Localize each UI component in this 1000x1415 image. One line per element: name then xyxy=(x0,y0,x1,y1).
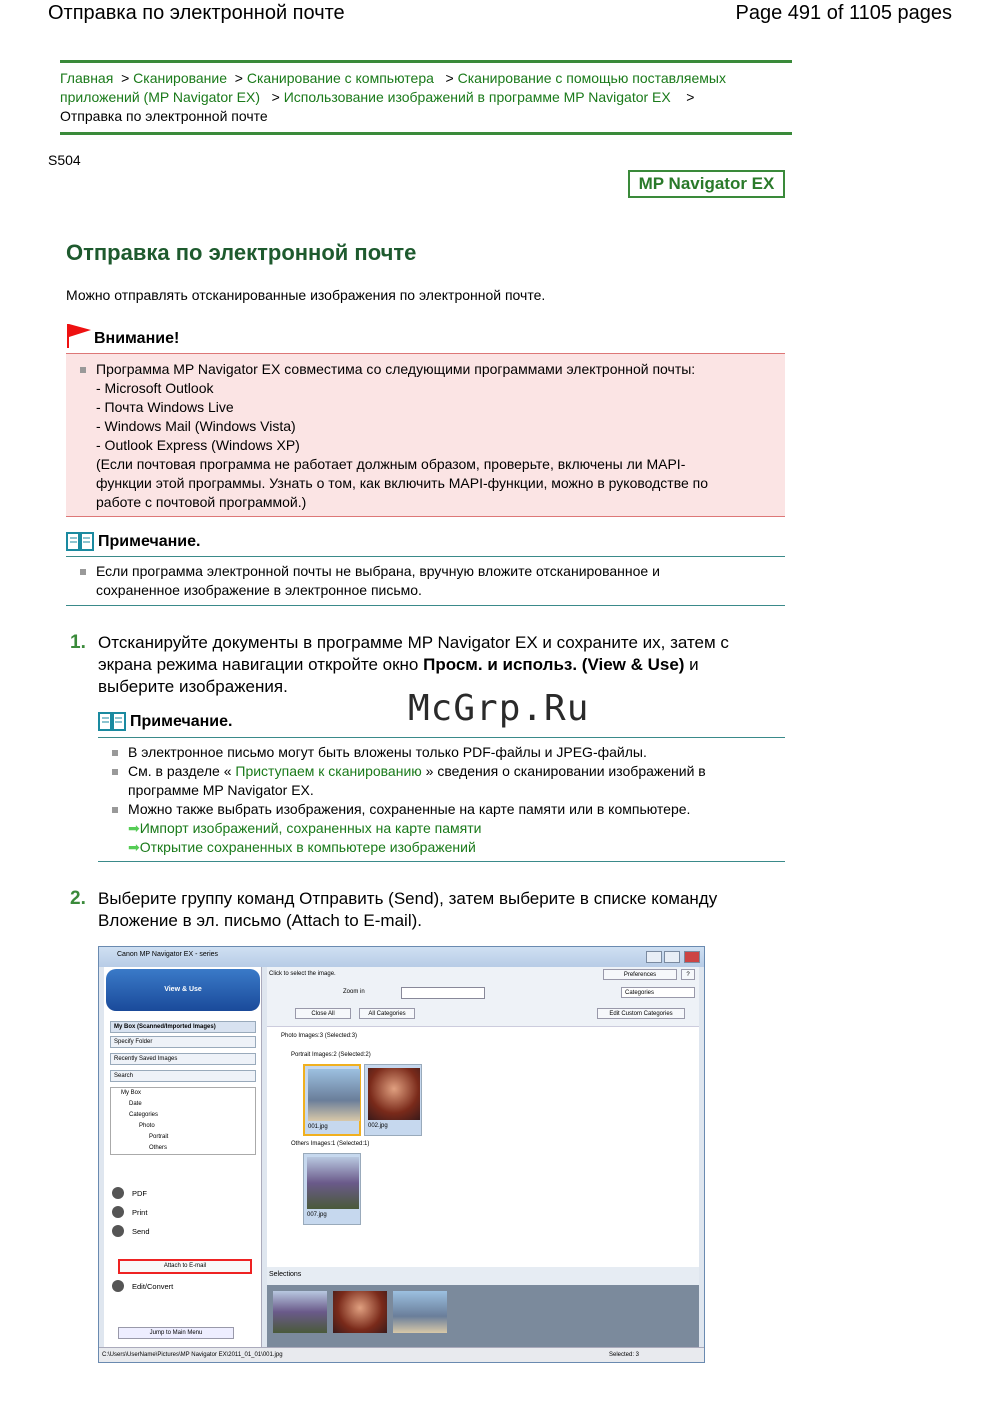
breadcrumb-home[interactable]: Главная xyxy=(60,70,114,86)
selected-image[interactable] xyxy=(333,1291,387,1333)
status-path: C:\Users\UserName\Pictures\MP Navigator EX\2011_01_01\001.jpg xyxy=(102,1352,283,1358)
edit-custom-categories-button[interactable]: Edit Custom Categories xyxy=(597,1008,685,1019)
thumbnail[interactable] xyxy=(364,1064,422,1136)
arrow-right-icon: ➡ xyxy=(128,839,140,855)
warning-line: (Если почтовая программа не работает должным образом, проверьте, включены ли MAPI- xyxy=(96,456,686,472)
mp-navigator-screenshot xyxy=(98,946,705,1363)
note2-line: В электронное письмо могут быть вложены только PDF-файлы и JPEG-файлы. xyxy=(128,744,647,760)
print-icon xyxy=(112,1206,124,1218)
jump-main-menu-button[interactable]: Jump to Main Menu xyxy=(118,1327,234,1339)
breadcrumb-scan-with-apps[interactable]: Сканирование с помощью поставляемых приложений (MP Navigator EX) xyxy=(60,70,726,105)
book-icon xyxy=(98,712,126,732)
step1-number: 1. xyxy=(70,632,86,653)
warning-line: Программа MP Navigator EX совместима со следующими программами электронной почты: xyxy=(96,361,696,377)
warning-box xyxy=(66,353,785,517)
close-icon[interactable] xyxy=(684,951,700,963)
note2-title: Примечание. xyxy=(130,713,233,730)
pdf-icon xyxy=(112,1187,124,1199)
bullet-icon xyxy=(80,367,86,373)
window-titlebar xyxy=(99,947,704,967)
step2-line: Вложение в эл. письмо (Attach to E-mail). xyxy=(98,911,422,930)
open-saved-images-link[interactable] xyxy=(128,838,785,857)
step2-line: Выберите группу команд Отправить (Send), затем выберите в списке команду xyxy=(98,889,718,908)
tree-item[interactable]: Date xyxy=(129,1101,142,1107)
close-all-button[interactable]: Close All xyxy=(295,1008,351,1019)
page-number: Page 491 of 1105 pages xyxy=(735,2,952,24)
action-label: PDF xyxy=(132,1188,147,1198)
selected-image[interactable] xyxy=(273,1291,327,1333)
warning-line: - Почта Windows Live xyxy=(96,399,234,415)
book-icon xyxy=(66,532,94,552)
selected-image[interactable] xyxy=(393,1291,447,1333)
recently-saved-button[interactable]: Recently Saved Images xyxy=(110,1053,256,1065)
photo-thumbnail xyxy=(368,1068,420,1120)
click-hint: Click to select the image. xyxy=(269,971,336,977)
warning-line: - Outlook Express (Windows XP) xyxy=(96,437,300,453)
tree-item[interactable]: Categories xyxy=(129,1112,159,1118)
view-use-text: View & Use xyxy=(164,986,202,993)
selections-panel xyxy=(267,1267,699,1347)
right-pane xyxy=(267,967,699,1347)
group-photo[interactable]: Photo Images:3 (Selected:3) xyxy=(281,1033,358,1039)
file-name: 007.jpg xyxy=(307,1212,327,1218)
attach-to-email-button[interactable]: Attach to E-mail xyxy=(118,1259,252,1274)
warning-heading xyxy=(66,324,179,348)
link-label: Импорт изображений, сохраненных на карте памяти xyxy=(139,820,482,836)
bullet-icon xyxy=(80,569,86,575)
step1-line: выберите изображения. xyxy=(98,677,288,696)
warning-title: Внимание! xyxy=(94,330,180,347)
note2-text-part: » сведения о сканировании изображений в xyxy=(421,763,706,779)
breadcrumb-current: Отправка по электронной почте xyxy=(60,108,268,124)
file-name: 002.jpg xyxy=(368,1123,388,1129)
pdf-action[interactable] xyxy=(112,1187,147,1199)
tree-item[interactable]: Photo xyxy=(139,1123,155,1129)
toolbar xyxy=(267,967,699,1027)
group-portrait[interactable]: Portrait Images:2 (Selected:2) xyxy=(291,1052,371,1058)
edit-icon xyxy=(112,1280,124,1292)
step1-text-part: экрана режима навигации откройте окно xyxy=(98,655,424,674)
bullet-icon xyxy=(112,769,118,775)
step1-text-part: и xyxy=(684,655,699,674)
help-button[interactable]: ? xyxy=(681,969,695,980)
page-title: Отправка по электронной почте xyxy=(66,240,417,265)
bullet-icon xyxy=(112,807,118,813)
my-box-button[interactable]: My Box (Scanned/Imported Images) xyxy=(110,1021,256,1033)
import-memory-card-link[interactable] xyxy=(128,819,785,838)
link-label: Открытие сохраненных в компьютере изображений xyxy=(139,839,476,855)
view-use-tab[interactable] xyxy=(106,969,260,1011)
note1-line: Если программа электронной почты не выбрана, вручную вложите отсканированное и xyxy=(96,563,660,579)
view-use-label: Просм. и использ. (View & Use) xyxy=(423,655,685,674)
warning-line: - Microsoft Outlook xyxy=(96,380,214,396)
mp-navigator-badge: MP Navigator EX xyxy=(628,170,785,198)
thumbnail[interactable] xyxy=(303,1064,361,1136)
send-action[interactable] xyxy=(112,1225,150,1237)
note2-text-part: См. в разделе « xyxy=(128,763,236,779)
intro-text: Можно отправлять отсканированные изображения по электронной почте. xyxy=(66,287,546,303)
tree-item[interactable]: Others xyxy=(149,1145,168,1151)
red-flag-icon xyxy=(66,324,92,348)
warning-line: - Windows Mail (Windows Vista) xyxy=(96,418,296,434)
breadcrumb-scanning[interactable]: Сканирование xyxy=(133,70,228,86)
status-selected: Selected: 3 xyxy=(609,1352,640,1358)
tree-item[interactable]: My Box xyxy=(121,1090,142,1096)
header-title: Отправка по электронной почте xyxy=(48,2,345,24)
photo-thumbnail xyxy=(307,1157,359,1209)
bullet-icon xyxy=(112,750,118,756)
note2-box xyxy=(98,737,785,862)
search-button[interactable]: Search xyxy=(110,1070,256,1082)
breadcrumb-using-images[interactable]: Использование изображений в программе MP Navigator EX xyxy=(283,89,671,105)
specify-folder-button[interactable]: Specify Folder xyxy=(110,1036,256,1048)
minimize-icon[interactable] xyxy=(646,951,662,963)
photo-thumbnail xyxy=(308,1069,360,1121)
note2-line: Можно также выбрать изображения, сохраненные на карте памяти или в компьютере. xyxy=(128,801,691,817)
print-action[interactable] xyxy=(112,1206,147,1218)
all-categories-button[interactable]: All Categories xyxy=(359,1008,415,1019)
left-pane xyxy=(104,967,262,1347)
getting-started-link[interactable]: Приступаем к сканированию xyxy=(235,763,422,779)
note2-heading xyxy=(98,712,232,732)
note1-title: Примечание. xyxy=(98,533,201,550)
note1-box xyxy=(66,556,785,606)
categories-select[interactable]: Categories xyxy=(621,987,695,998)
breadcrumb-scan-from-computer[interactable]: Сканирование с компьютера xyxy=(246,70,434,86)
watermark: McGrp.Ru xyxy=(408,688,590,729)
window-title: Canon MP Navigator EX - series xyxy=(117,951,219,958)
action-label: Edit/Convert xyxy=(132,1281,174,1291)
zoom-in-button[interactable]: Zoom in xyxy=(343,989,365,995)
warning-line: работе с почтовой программой.) xyxy=(96,494,307,510)
note1-heading xyxy=(66,532,200,552)
file-name: 001.jpg xyxy=(308,1124,328,1130)
breadcrumb: Главная > Сканирование > Сканирование с компьютера > Сканирование с помощью поставляемых приложений (MP Navigator EX) > Использование изображений в программе MP Navigator EX > Отправка по электронной почте xyxy=(60,60,792,135)
step1-line: Отсканируйте документы в программе MP Navigator EX и сохраните их, затем с xyxy=(98,633,729,652)
group-others[interactable]: Others Images:1 (Selected:1) xyxy=(291,1141,370,1147)
warning-line: функции этой программы. Узнать о том, как включить MAPI-функции, можно в руководстве по xyxy=(96,475,709,491)
status-bar xyxy=(99,1347,704,1363)
page-code: S504 xyxy=(48,152,81,168)
tree-item[interactable]: Portrait xyxy=(149,1134,169,1140)
preferences-button[interactable]: Preferences xyxy=(603,969,677,980)
action-label: Print xyxy=(132,1207,148,1217)
step2-number: 2. xyxy=(70,888,86,909)
note2-line: программе MP Navigator EX. xyxy=(128,782,314,798)
edit-convert-action[interactable] xyxy=(112,1280,173,1292)
step1-line xyxy=(98,654,788,676)
send-icon xyxy=(112,1225,124,1237)
note2-line xyxy=(128,762,785,781)
search-input[interactable] xyxy=(401,987,485,999)
selections-label: Selections xyxy=(267,1267,699,1285)
arrow-right-icon: ➡ xyxy=(128,820,140,836)
maximize-icon[interactable] xyxy=(664,951,680,963)
action-label: Send xyxy=(132,1226,150,1236)
note1-line: сохраненное изображение в электронное письмо. xyxy=(96,582,422,598)
folder-tree[interactable] xyxy=(110,1087,256,1155)
step2-text xyxy=(98,888,788,932)
thumbnail[interactable] xyxy=(303,1153,361,1225)
